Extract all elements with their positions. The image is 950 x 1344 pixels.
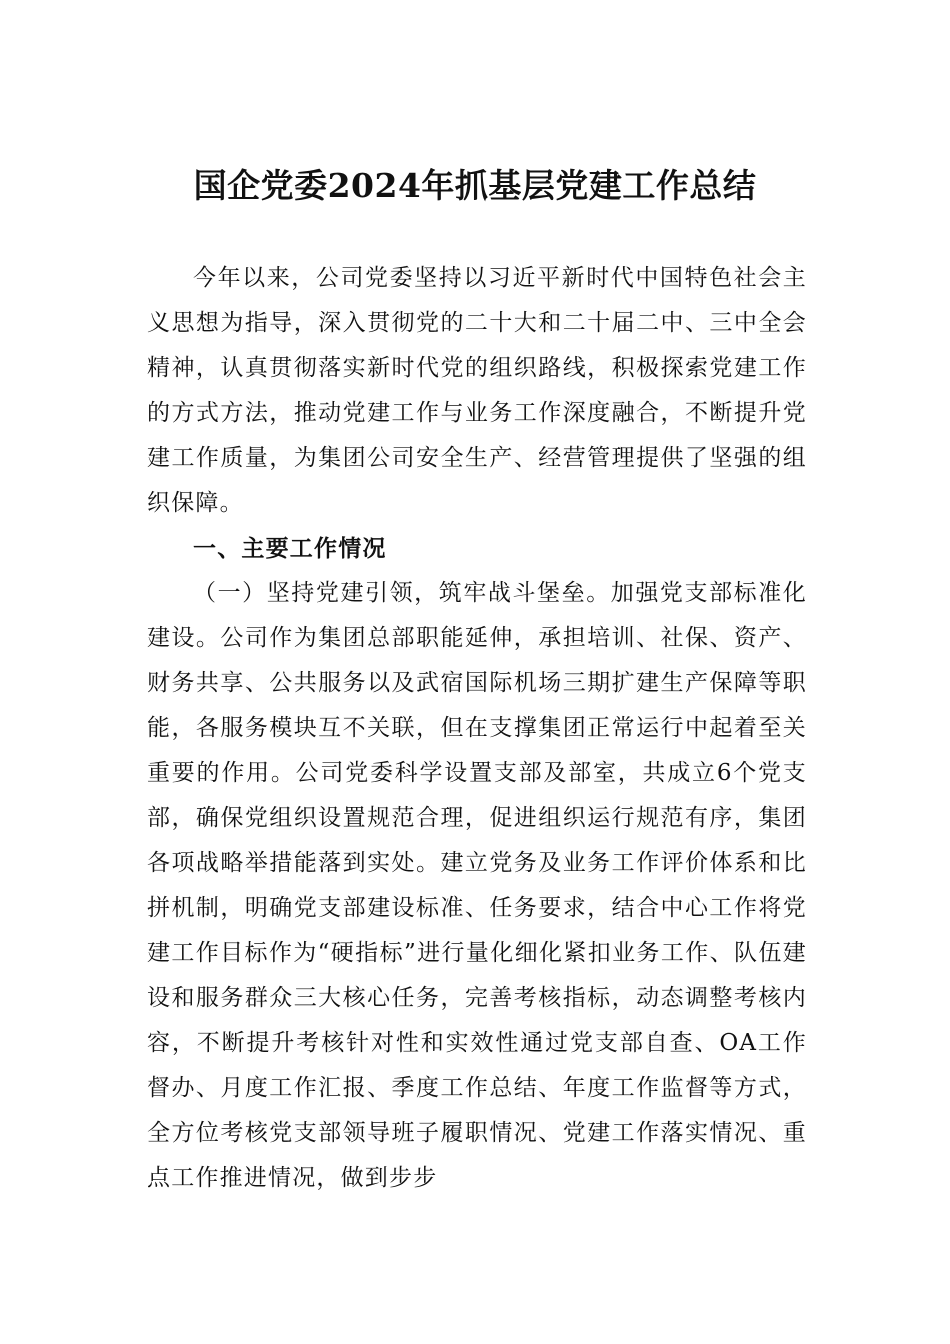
document-body bbox=[147, 256, 807, 1201]
subsection-body-1: 加强党支部标准化建设。公司作为集团总部职能延伸，承担培训、社保、资产、财务共享、公共服务以及武宿国际机场三期扩建生产保障等职能，各服务模块互不关联，但在支撑集团正常运行中起着至关重要的作用。公司党委科学设置支部及部室，共成立6个党支部，确保党组织设置规范合理，促进组织运行规范有序，集团各项战略举措能落到实处。建立党务及业务工作评价体系和比拼机制，明确党支部建设标准、任务要求，结合中心工作将党建工作目标作为“硬指标”进行量化细化紧扣业务工作、队伍建设和服务群众三大核心任务，完善考核指标，动态调整考核内容，不断提升考核针对性和实效性通过党支部自查、OA工作督办、月度工作汇报、季度工作总结、年度工作监督等方式，全方位考核党支部领导班子履职情况、党建工作落实情况、重点工作推进情况，做到步步 bbox=[147, 580, 807, 1191]
document-title: 国企党委2024年抓基层党建工作总结 bbox=[193, 166, 757, 205]
intro-paragraph: 今年以来，公司党委坚持以习近平新时代中国特色社会主义思想为指导，深入贯彻党的二十大和二十届二中、三中全会精神，认真贯彻落实新时代党的组织路线，积极探索党建工作的方式方法，推动党建工作与业务工作深度融合，不断提升党建工作质量，为集团公司安全生产、经营管理提供了坚强的组织保障。 bbox=[147, 265, 807, 516]
subsection-paragraph-1 bbox=[147, 571, 807, 1201]
section-heading-main-work: 一、主要工作情况 bbox=[193, 535, 387, 562]
subsection-lead-1: （一）坚持党建引领，筑牢战斗堡垒。 bbox=[193, 580, 611, 606]
